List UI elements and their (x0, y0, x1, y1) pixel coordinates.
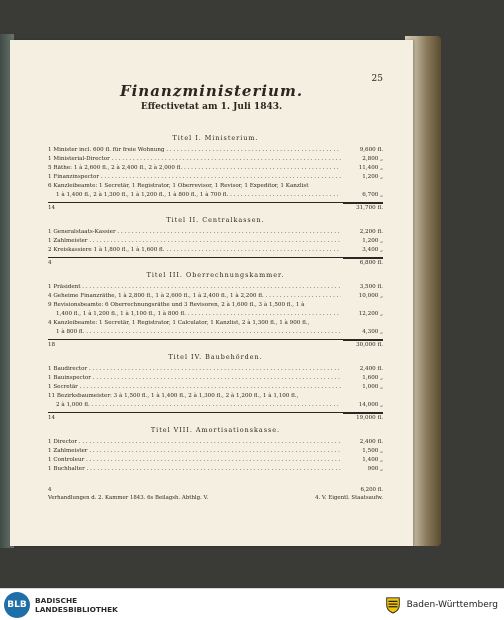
total-count: 4 (48, 260, 52, 266)
row-label: 1 Präsident . . . (48, 283, 341, 292)
row-label: 2 Kreiskassiere 1 à 1,800 fl., 1 à 1,600 fl. . . . (48, 246, 341, 255)
table-row (48, 191, 383, 200)
footer-source: Verhandlungen d. 2. Kammer 1843. 6s Beilagsh. Abthlg. V. (48, 495, 209, 501)
table-row (48, 182, 383, 191)
row-amount: 1,500 „ (341, 447, 383, 456)
blb-logo[interactable]: BLB (4, 592, 30, 618)
table-row (48, 447, 383, 456)
table-row (48, 374, 383, 383)
table-row (48, 237, 383, 246)
page-number: 25 (371, 74, 383, 84)
row-label: 1 à 800 fl. . . . (48, 328, 341, 337)
bw-name: Baden-Württemberg (406, 599, 498, 610)
bw-logo[interactable] (384, 596, 498, 614)
table-row (48, 383, 383, 392)
row-label: 11 Bezirksbaumeister: 3 à 1,500 fl., 1 à 1,400 fl., 2 à 1,300 fl., 2 à 1,200 fl., 1 à 1,100 fl., (48, 393, 299, 399)
section-total (48, 257, 383, 267)
total-amount: 19,000 fl. (343, 413, 383, 423)
table-row (48, 173, 383, 182)
row-label: 2 à 1,000 fl. . . . (48, 401, 341, 410)
row-amount: 2,800 „ (341, 155, 383, 164)
table-row (48, 328, 383, 337)
table-row (48, 310, 383, 319)
row-amount: 4,300 „ (341, 328, 383, 337)
row-amount: 1,600 „ (341, 374, 383, 383)
row-label: 1 Director . . . (48, 438, 341, 447)
row-amount: 1,200 „ (341, 237, 383, 246)
table-row (48, 301, 383, 310)
row-amount: 3,500 fl. (341, 283, 383, 292)
section-heading: Titel III. Oberrechnungskammer. (146, 271, 285, 279)
section-heading: Titel IV. Baubehörden. (168, 353, 263, 361)
row-label: 5 Räthe: 1 à 2,600 fl., 2 à 2,400 fl., 2 à 2,000 fl. . . . (48, 164, 341, 173)
footer-total: 6,200 fl. (360, 487, 383, 493)
row-amount: 3,400 „ (341, 246, 383, 255)
table-row (48, 292, 383, 301)
blb-name-line2: LANDESBIBLIOTHEK (35, 604, 118, 614)
total-count: 18 (48, 342, 56, 348)
viewer-footer-bar (0, 588, 504, 620)
section-heading: Titel VIII. Amortisationskasse. (150, 426, 281, 434)
total-count: 14 (48, 415, 56, 421)
footer-reference: 4. V. Eigentl. Staatsaufw. (315, 495, 383, 501)
section-heading: Titel I. Ministerium. (172, 134, 259, 142)
row-label: 1 Bauinspector . . . (48, 374, 341, 383)
total-amount: 30,000 fl. (343, 340, 383, 350)
table-row (48, 228, 383, 237)
document-page (10, 40, 413, 546)
row-label: 1 Zahlmeister . . . (48, 447, 341, 456)
table-row (48, 392, 383, 401)
row-amount: 2,400 fl. (341, 438, 383, 447)
row-amount: 2,200 fl. (341, 228, 383, 237)
table-row (48, 246, 383, 255)
table-row (48, 456, 383, 465)
row-amount: 9,600 fl. (341, 146, 383, 155)
row-label: 9 Revisionsbeamte: 6 Oberrechnungsräthe und 3 Revisoren, 2 à 1,600 fl., 3 à 1,500 fl., 1 à (48, 302, 305, 308)
row-label: 1 Ministerial-Director . . . (48, 155, 341, 164)
row-label: 4 Geheime Finanzräthe, 1 à 2,800 fl., 1 à 2,600 fl., 1 à 2,400 fl., 1 à 2,200 fl. . . . (48, 292, 341, 301)
table-row (48, 438, 383, 447)
row-label: 1 à 1,400 fl., 2 à 1,300 fl., 1 à 1,200 fl., 1 à 800 fl., 1 à 700 fl. . . . (48, 191, 341, 200)
row-label: 4 Kanzleibeamte: 1 Secretär, 1 Registrator, 1 Calculator, 1 Kanzlist, 2 à 1,300 fl., 1 à 900 fl., (48, 320, 310, 326)
row-label: 1 Buchhalter . . . (48, 465, 341, 474)
page-subtitle: Effectivetat am 1. Juli 1843. (140, 102, 283, 112)
row-amount: 11,400 „ (341, 164, 383, 173)
row-amount: 1,000 „ (341, 383, 383, 392)
section-total (48, 412, 383, 422)
row-amount: 14,000 „ (341, 401, 383, 410)
row-label: 1 Finanzinspector . . . (48, 173, 341, 182)
row-label: 1 Zahlmeister . . . (48, 237, 341, 246)
total-count: 14 (48, 205, 56, 211)
blb-name-line1: BADISCHE (35, 595, 78, 605)
bw-crest-icon (384, 596, 402, 614)
row-amount: 12,200 „ (341, 310, 383, 319)
section-total (48, 202, 383, 212)
row-label: 1 Generalstaats-Kassier . . . (48, 228, 341, 237)
row-amount: 1,400 „ (341, 456, 383, 465)
row-amount: 900 „ (341, 465, 383, 474)
total-amount: 31,700 fl. (343, 203, 383, 213)
row-label: 6 Kanzleibeamte: 1 Secretär, 1 Registrator, 1 Oberrevisor, 1 Revisor, 1 Expeditor, 1 Kanzlist (48, 183, 309, 189)
table-row (48, 283, 383, 292)
row-label: 1 Secretär . . . (48, 383, 341, 392)
table-row (48, 401, 383, 410)
page-title: Finanzministerium. (119, 82, 304, 100)
table-row (48, 164, 383, 173)
table-row (48, 365, 383, 374)
section-total (48, 339, 383, 349)
row-amount: 1,200 „ (341, 173, 383, 182)
blb-name[interactable] (35, 596, 118, 614)
table-row (48, 146, 383, 155)
row-label: 1,400 fl., 1 à 1,200 fl., 1 à 1,100 fl., 1 à 800 fl. . . . (48, 310, 341, 319)
footer-count: 4 (48, 487, 52, 493)
row-amount: 6,700 „ (341, 191, 383, 200)
row-label: 1 Minister incl. 600 fl. für freie Wohnung . . . (48, 146, 341, 155)
total-amount: 6,800 fl. (343, 258, 383, 268)
row-label: 1 Controleur . . . (48, 456, 341, 465)
table-row (48, 155, 383, 164)
row-amount: 2,400 fl. (341, 365, 383, 374)
budget-table (48, 130, 383, 474)
section-heading: Titel II. Centralkassen. (166, 216, 265, 224)
page-footer (48, 486, 383, 502)
row-amount: 10,000 „ (341, 292, 383, 301)
row-label: 1 Baudirector . . . (48, 365, 341, 374)
table-row (48, 465, 383, 474)
table-row (48, 319, 383, 328)
